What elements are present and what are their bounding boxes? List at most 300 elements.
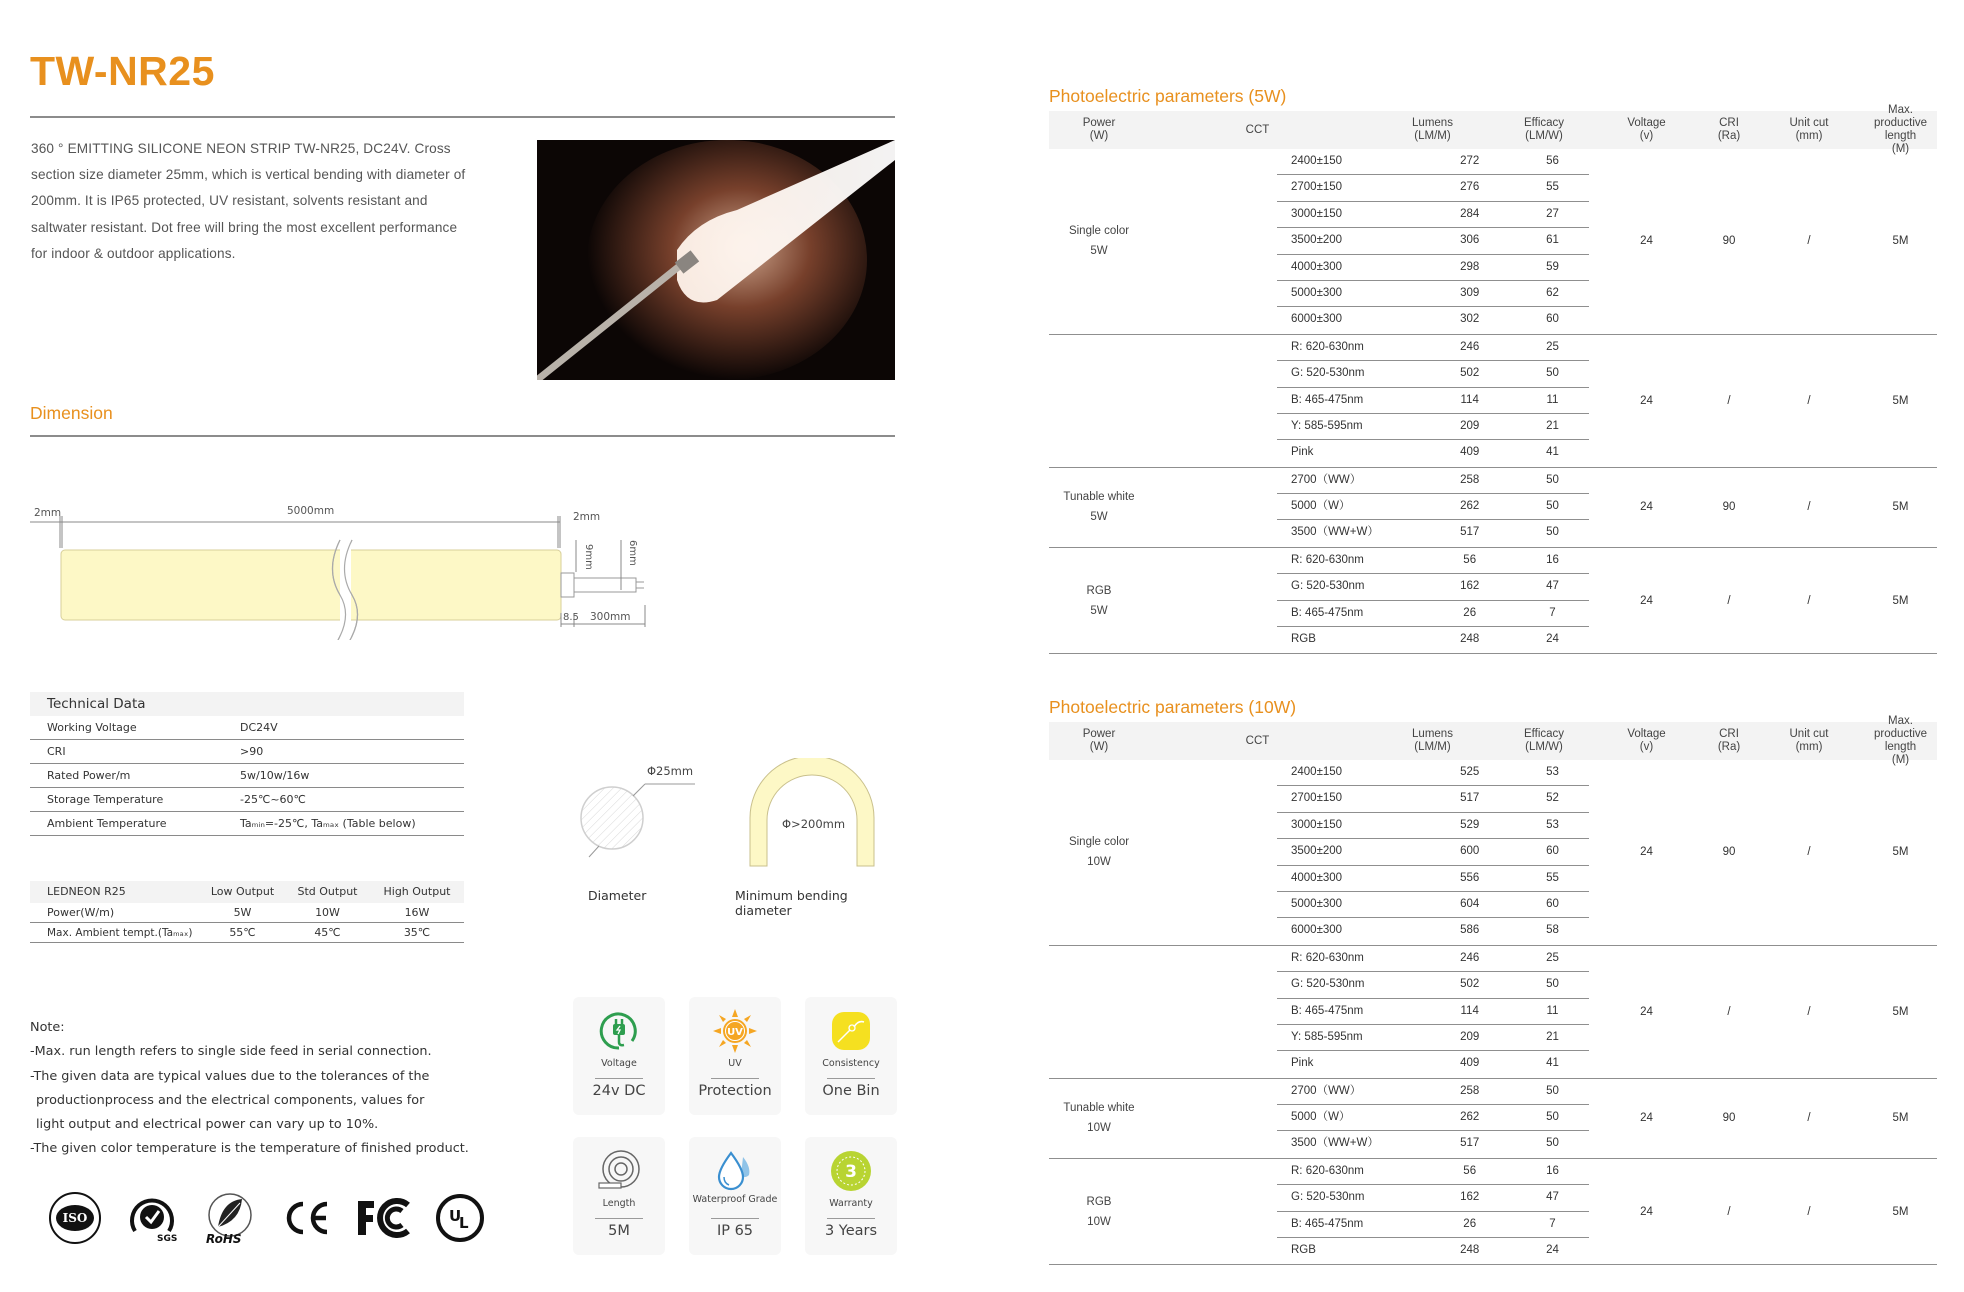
note-line: productionprocess and the electrical components, values for: [36, 1092, 425, 1108]
table-row: [1277, 202, 1589, 228]
efficacy-cell: 21: [1546, 419, 1559, 432]
cct-cell: Pink: [1291, 1057, 1314, 1070]
table-row: [1277, 440, 1589, 466]
tech-key: Rated Power/m: [47, 769, 131, 782]
power-watt: 5W: [1090, 245, 1108, 258]
col-header-unit: (M): [1891, 754, 1910, 766]
dim-end-cap: 8.5: [563, 612, 579, 623]
bend-value: Φ>200mm: [782, 817, 846, 831]
cct-cell: Y: 585-595nm: [1291, 419, 1363, 432]
plug-icon: [573, 1009, 665, 1053]
cell: 35℃: [403, 926, 431, 939]
unit-cut-cell: /: [1807, 235, 1811, 248]
cct-cell: B: 465-475nm: [1291, 606, 1364, 619]
efficacy-cell: 21: [1546, 1030, 1559, 1043]
cri-cell: /: [1727, 1205, 1731, 1218]
col-header: High Output: [383, 885, 451, 898]
col-header: [1704, 111, 1754, 149]
voltage-cell: 24: [1640, 394, 1653, 407]
cct-cell: 5000±300: [1291, 286, 1343, 299]
cct-cell: 4000±300: [1291, 260, 1343, 273]
col-header: [1864, 104, 1937, 155]
dimension-heading: Dimension: [30, 403, 113, 423]
svg-text:UV: UV: [727, 1027, 743, 1038]
cct-cell: R: 620-630nm: [1291, 1164, 1364, 1177]
lumens-cell: 262: [1460, 1111, 1480, 1124]
table-row: [1277, 149, 1589, 175]
cct-cell: 4000±300: [1291, 871, 1343, 884]
svg-text:RoHS: RoHS: [205, 1232, 242, 1245]
efficacy-cell: 50: [1546, 1084, 1559, 1097]
note-line: -The given data are typical values due to the tolerances of the: [30, 1068, 430, 1084]
table-row: [1277, 388, 1589, 414]
col-header-unit: (M): [1891, 143, 1910, 155]
dim-end-height: 9mm: [583, 544, 594, 570]
efficacy-cell: 16: [1546, 1164, 1559, 1177]
table-row: [30, 788, 464, 812]
svg-text:3: 3: [845, 1162, 857, 1182]
feature-card-waterproof: [689, 1137, 781, 1255]
table-row: [1277, 228, 1589, 254]
lumens-cell: 56: [1463, 1164, 1477, 1177]
dim-left-gap: 2mm: [34, 507, 62, 519]
cell: 5W: [233, 906, 252, 919]
lumens-cell: 517: [1460, 1137, 1480, 1150]
product-photo: [537, 140, 895, 380]
note-line: light output and electrical power can vary up to 10%.: [36, 1117, 379, 1133]
unit-cut-cell: /: [1807, 594, 1811, 607]
cri-cell: 90: [1722, 235, 1736, 248]
spec-cells: [1589, 468, 1937, 547]
feature-label: Waterproof Grade: [692, 1194, 778, 1205]
col-header: [1149, 722, 1366, 760]
col-header-unit: (mm): [1795, 741, 1823, 753]
table-group: [1049, 1079, 1937, 1159]
efficacy-cell: 55: [1546, 871, 1559, 884]
efficacy-cell: 25: [1546, 951, 1559, 964]
svg-text:SGS: SGS: [156, 1234, 177, 1244]
lumens-cell: 26: [1463, 606, 1477, 619]
lumens-cell: 258: [1460, 473, 1480, 486]
lumens-cell: 409: [1460, 446, 1480, 459]
cct-cell: 3500±200: [1291, 845, 1343, 858]
table-row: [1277, 574, 1589, 600]
efficacy-cell: 60: [1546, 313, 1559, 326]
table-header: [30, 881, 464, 903]
col-header-unit: (mm): [1795, 130, 1823, 142]
feature-card-voltage: [573, 997, 665, 1115]
table-group: [1049, 946, 1937, 1079]
voltage-cell: 24: [1640, 235, 1653, 248]
table-row: [1277, 1079, 1589, 1105]
power-watt: 10W: [1087, 1215, 1111, 1228]
col-header-top: Power: [1082, 728, 1116, 740]
table-row: [1277, 520, 1589, 546]
lumens-cell: 114: [1460, 1004, 1479, 1017]
table-row: [30, 764, 464, 788]
table-row: [1277, 918, 1589, 944]
feature-card-uv: [689, 997, 781, 1115]
cct-cell: RGB: [1291, 633, 1316, 646]
spec-cells: [1589, 946, 1937, 1078]
lumens-cell: 529: [1460, 818, 1480, 831]
col-header-top: Voltage: [1627, 728, 1666, 740]
table-row: [1277, 548, 1589, 574]
cct-cell: 2700（WW）: [1291, 1084, 1362, 1097]
max-length-cell: 5M: [1892, 1112, 1909, 1125]
diameter-circle: [581, 787, 643, 849]
max-length-cell: 5M: [1892, 846, 1909, 859]
power-type: Single color: [1068, 225, 1130, 238]
lumens-cell: 409: [1460, 1057, 1480, 1070]
cct-cell: 3500±200: [1291, 234, 1343, 247]
ledneon-output-table: [30, 881, 464, 943]
col-header-unit: (Ra): [1717, 741, 1741, 753]
efficacy-cell: 56: [1546, 155, 1559, 167]
cct-cell: 2400±150: [1291, 766, 1343, 778]
product-description: 360 ° EMITTING SILICONE NEON STRIP TW-NR25, DC24V. Cross section size diameter 25mm, which is vertical bending with diameter of 200mm. It is IP65 protected, UV resistant, solvents resistant and saltwater resistant. Dot free will bring the most excellent performance for indoor & outdoor applications.: [31, 141, 466, 261]
cct-cell: 6000±300: [1291, 924, 1343, 937]
feature-value: One Bin: [822, 1083, 880, 1099]
feature-divider: [595, 1078, 643, 1079]
cross-section-diagrams: [575, 758, 905, 918]
certification-logos: [36, 1190, 498, 1246]
unit-cut-cell: /: [1807, 1205, 1811, 1218]
cct-cell: 2700（WW）: [1291, 473, 1362, 486]
max-length-cell: 5M: [1892, 1005, 1909, 1018]
uv-sun-icon: [689, 1009, 781, 1053]
power-type: Single color: [1068, 836, 1130, 849]
power-watt: 10W: [1087, 856, 1111, 869]
max-length-cell: 5M: [1892, 235, 1909, 248]
col-header: [1499, 111, 1589, 149]
efficacy-cell: 50: [1546, 1137, 1559, 1150]
feature-divider: [595, 1218, 643, 1219]
efficacy-cell: 53: [1546, 766, 1559, 778]
col-header-unit: (v): [1639, 741, 1654, 753]
feature-value: Protection: [698, 1083, 772, 1099]
table-row: [1277, 1159, 1589, 1185]
table-row: [1277, 335, 1589, 361]
lumens-cell: 258: [1460, 1084, 1480, 1097]
col-header-top: CCT: [1245, 734, 1270, 747]
table-row: [1277, 972, 1589, 998]
table-row: [1277, 786, 1589, 812]
efficacy-cell: 47: [1546, 1191, 1559, 1204]
lumens-cell: 306: [1460, 234, 1480, 247]
unit-cut-cell: /: [1807, 846, 1811, 859]
technical-data-heading: Technical Data: [30, 692, 464, 716]
feature-divider: [711, 1078, 759, 1079]
col-header: [1704, 722, 1754, 760]
efficacy-cell: 60: [1546, 897, 1559, 910]
table-row: [1277, 468, 1589, 494]
feature-label: Warranty: [829, 1198, 873, 1209]
table-group: [1049, 149, 1937, 335]
warranty-badge-icon: [805, 1149, 897, 1193]
lumens-cell: 586: [1460, 924, 1480, 937]
table-row: [1277, 946, 1589, 972]
table-row: [1277, 866, 1589, 892]
cct-cell: G: 520-530nm: [1291, 1191, 1365, 1204]
efficacy-cell: 24: [1546, 633, 1559, 646]
lumens-cell: 302: [1460, 313, 1480, 326]
cct-cell: RGB: [1291, 1244, 1316, 1257]
col-header: [1864, 715, 1937, 766]
section-heading: Photoelectric parameters (10W): [1049, 697, 1297, 717]
col-header: [1589, 111, 1704, 149]
cell: 10W: [315, 906, 340, 919]
table-header: [1049, 104, 1937, 155]
cct-cell: B: 465-475nm: [1291, 1217, 1364, 1230]
table-row: [1277, 494, 1589, 520]
col-header-top: Max. productive length: [1873, 715, 1928, 753]
col-header-top: Unit cut: [1789, 728, 1829, 740]
table-header: [1049, 715, 1937, 766]
bend-label: Minimum bending diameter: [735, 888, 848, 918]
lumens-cell: 309: [1460, 286, 1480, 299]
lumens-cell: 272: [1460, 155, 1480, 167]
col-header-top: Lumens: [1412, 117, 1453, 129]
feature-value: 24v DC: [592, 1083, 646, 1099]
table-row: [1277, 1185, 1589, 1211]
table-row: [1277, 175, 1589, 201]
iso-cert-icon: [36, 1190, 113, 1246]
col-header-unit: (LM/M): [1414, 741, 1451, 753]
lumens-cell: 502: [1460, 978, 1480, 991]
table-row: [30, 812, 464, 836]
unit-cut-cell: /: [1807, 1112, 1811, 1125]
efficacy-cell: 53: [1546, 818, 1559, 831]
cct-cell: B: 465-475nm: [1291, 393, 1364, 406]
voltage-cell: 24: [1640, 1112, 1653, 1125]
cct-cell: Y: 585-595nm: [1291, 1030, 1363, 1043]
title-divider: [30, 116, 895, 118]
rohs-cert-icon: [190, 1190, 267, 1246]
table-group: [1049, 548, 1937, 655]
efficacy-cell: 52: [1546, 792, 1559, 805]
cct-cell: 3500（WW+W）: [1291, 1137, 1379, 1150]
efficacy-cell: 11: [1546, 1004, 1559, 1017]
table-row: [1277, 1212, 1589, 1238]
cell: 55℃: [229, 926, 256, 939]
col-header: [1754, 111, 1864, 149]
cct-cell: G: 520-530nm: [1291, 978, 1365, 991]
col-header-unit: (LM/M): [1414, 130, 1451, 142]
efficacy-cell: 27: [1546, 207, 1559, 220]
cct-cell: R: 620-630nm: [1291, 951, 1364, 964]
col-header: [1589, 722, 1704, 760]
feature-card-length: [573, 1137, 665, 1255]
col-header: [1366, 111, 1499, 149]
table-row: [1277, 361, 1589, 387]
cell: 45℃: [314, 926, 341, 939]
power-type: RGB: [1086, 1195, 1112, 1208]
table-row: [1277, 414, 1589, 440]
diameter-label: Diameter: [588, 888, 647, 903]
lumens-cell: 556: [1460, 871, 1480, 884]
dimension-divider: [30, 435, 895, 437]
lumens-cell: 162: [1460, 1191, 1480, 1204]
voltage-cell: 24: [1640, 594, 1653, 607]
efficacy-cell: 60: [1546, 845, 1559, 858]
table-group: [1049, 335, 1937, 468]
tech-value: Taₘᵢₙ=-25℃, Taₘₐₓ (Table below): [240, 817, 416, 830]
feature-label: Voltage: [601, 1058, 637, 1069]
efficacy-cell: 25: [1546, 340, 1559, 353]
note-line: -The given color temperature is the temperature of finished product.: [30, 1141, 469, 1157]
efficacy-cell: 59: [1546, 260, 1559, 273]
max-length-cell: 5M: [1892, 394, 1909, 407]
col-header-top: Voltage: [1627, 117, 1666, 129]
tech-value: >90: [240, 745, 264, 758]
col-header-top: CRI: [1719, 728, 1739, 740]
table-row: [1277, 1105, 1589, 1131]
efficacy-cell: 11: [1546, 393, 1559, 406]
tech-key: CRI: [47, 745, 66, 758]
table-row: [30, 716, 464, 740]
table-group: [1049, 1159, 1937, 1266]
table-row: [1277, 627, 1589, 653]
table-row: [1277, 999, 1589, 1025]
cct-cell: 2700±150: [1291, 181, 1343, 194]
table-row: [1277, 601, 1589, 627]
feature-divider: [711, 1218, 759, 1219]
cct-cell: 3000±150: [1291, 818, 1343, 831]
cct-cell: 5000（W）: [1291, 500, 1351, 513]
cct-cell: 5000（W）: [1291, 1111, 1351, 1124]
col-header-top: Unit cut: [1789, 117, 1829, 129]
cct-cell: Pink: [1291, 446, 1314, 459]
cell: Power(W/m): [47, 906, 115, 919]
cct-cell: R: 620-630nm: [1291, 553, 1364, 566]
col-header: LEDNEON R25: [47, 885, 126, 898]
efficacy-cell: 16: [1546, 553, 1559, 566]
tech-key: Storage Temperature: [47, 793, 164, 806]
spec-cells: [1589, 1079, 1937, 1158]
cell: Max. Ambient tempt.(Taₘₐₓ): [47, 927, 193, 939]
lumens-cell: 284: [1460, 207, 1480, 220]
feature-card-consistency: [805, 997, 897, 1115]
table-row: [1277, 1025, 1589, 1051]
tech-key: Ambient Temperature: [47, 817, 167, 830]
sgs-cert-icon: [113, 1190, 190, 1246]
svg-text:L: L: [458, 1214, 469, 1232]
lumens-cell: 525: [1460, 766, 1480, 778]
cct-cell: B: 465-475nm: [1291, 1004, 1364, 1017]
cri-cell: /: [1727, 594, 1731, 607]
tech-key: Working Voltage: [47, 721, 137, 734]
unit-cut-cell: /: [1807, 1005, 1811, 1018]
col-header: [1366, 722, 1499, 760]
col-header: [1049, 722, 1149, 760]
spec-cells: [1589, 335, 1937, 467]
cri-cell: /: [1727, 394, 1731, 407]
power-watt: 10W: [1087, 1122, 1111, 1135]
max-length-cell: 5M: [1892, 501, 1909, 514]
dim-right-gap: 2mm: [573, 511, 601, 523]
ce-cert-icon: [267, 1190, 344, 1246]
efficacy-cell: 50: [1546, 1111, 1559, 1124]
table-row: [1277, 1051, 1589, 1077]
lumens-cell: 162: [1460, 580, 1480, 593]
col-header-top: Max. productive length: [1873, 104, 1928, 142]
cct-cell: 3500（WW+W）: [1291, 526, 1379, 539]
feature-label: Length: [602, 1198, 636, 1209]
feature-value: 5M: [608, 1223, 630, 1239]
dimension-diagram: [30, 500, 730, 640]
col-header-unit: (LM/W): [1525, 741, 1563, 753]
efficacy-cell: 24: [1546, 1244, 1559, 1257]
fcc-cert-icon: [344, 1190, 421, 1246]
lumens-cell: 262: [1460, 500, 1480, 513]
table-row: [1277, 760, 1589, 786]
col-header-top: Efficacy: [1523, 728, 1565, 740]
section-heading: Photoelectric parameters (5W): [1049, 86, 1287, 106]
lumens-cell: 56: [1463, 553, 1477, 566]
feature-divider: [827, 1078, 875, 1079]
table-row: [30, 923, 464, 943]
cct-cell: R: 620-630nm: [1291, 340, 1364, 353]
table-row: [30, 903, 464, 923]
spec-cells: [1589, 548, 1937, 654]
feature-value: IP 65: [716, 1223, 754, 1239]
feature-cards: [573, 997, 895, 1255]
power-watt: 5W: [1090, 604, 1108, 617]
col-header-top: Efficacy: [1523, 117, 1565, 129]
efficacy-cell: 58: [1546, 924, 1559, 937]
voltage-cell: 24: [1640, 846, 1653, 859]
voltage-cell: 24: [1640, 1005, 1653, 1018]
dim-length: 5000mm: [287, 505, 335, 517]
lumens-cell: 246: [1460, 340, 1480, 353]
cct-cell: 2700±150: [1291, 792, 1343, 805]
lumens-cell: 604: [1460, 897, 1480, 910]
cct-cell: 2400±150: [1291, 155, 1343, 167]
table-group: [1049, 760, 1937, 946]
voltage-cell: 24: [1640, 1205, 1653, 1218]
table-row: [1277, 307, 1589, 333]
power-type: RGB: [1086, 584, 1112, 597]
svg-text:ISO: ISO: [62, 1211, 87, 1225]
col-header: [1499, 722, 1589, 760]
table-row: [1277, 892, 1589, 918]
unit-cut-cell: /: [1807, 501, 1811, 514]
dim-cable-height: 6mm: [627, 540, 638, 566]
table-row: [1277, 1238, 1589, 1264]
col-header-unit: (Ra): [1717, 130, 1741, 142]
lumens-cell: 114: [1460, 393, 1479, 406]
technical-data-table: [30, 692, 464, 836]
power-type: Tunable white: [1063, 491, 1135, 504]
col-header-top: Power: [1082, 117, 1116, 129]
efficacy-cell: 7: [1549, 606, 1556, 619]
max-length-cell: 5M: [1892, 1205, 1909, 1218]
efficacy-cell: 61: [1546, 234, 1559, 247]
cell: 16W: [404, 906, 430, 919]
tech-value: 5w/10w/16w: [240, 769, 310, 782]
notes: [30, 1016, 469, 1162]
tech-value: DC24V: [240, 721, 278, 734]
lumens-cell: 276: [1460, 181, 1480, 194]
col-header: [1754, 722, 1864, 760]
col-header: Std Output: [297, 885, 358, 898]
spec-cells: [1589, 760, 1937, 945]
col-header-unit: (LM/W): [1525, 130, 1563, 142]
power-watt: 5W: [1090, 511, 1108, 524]
col-header-unit: (W): [1089, 741, 1109, 753]
efficacy-cell: 50: [1546, 367, 1559, 380]
